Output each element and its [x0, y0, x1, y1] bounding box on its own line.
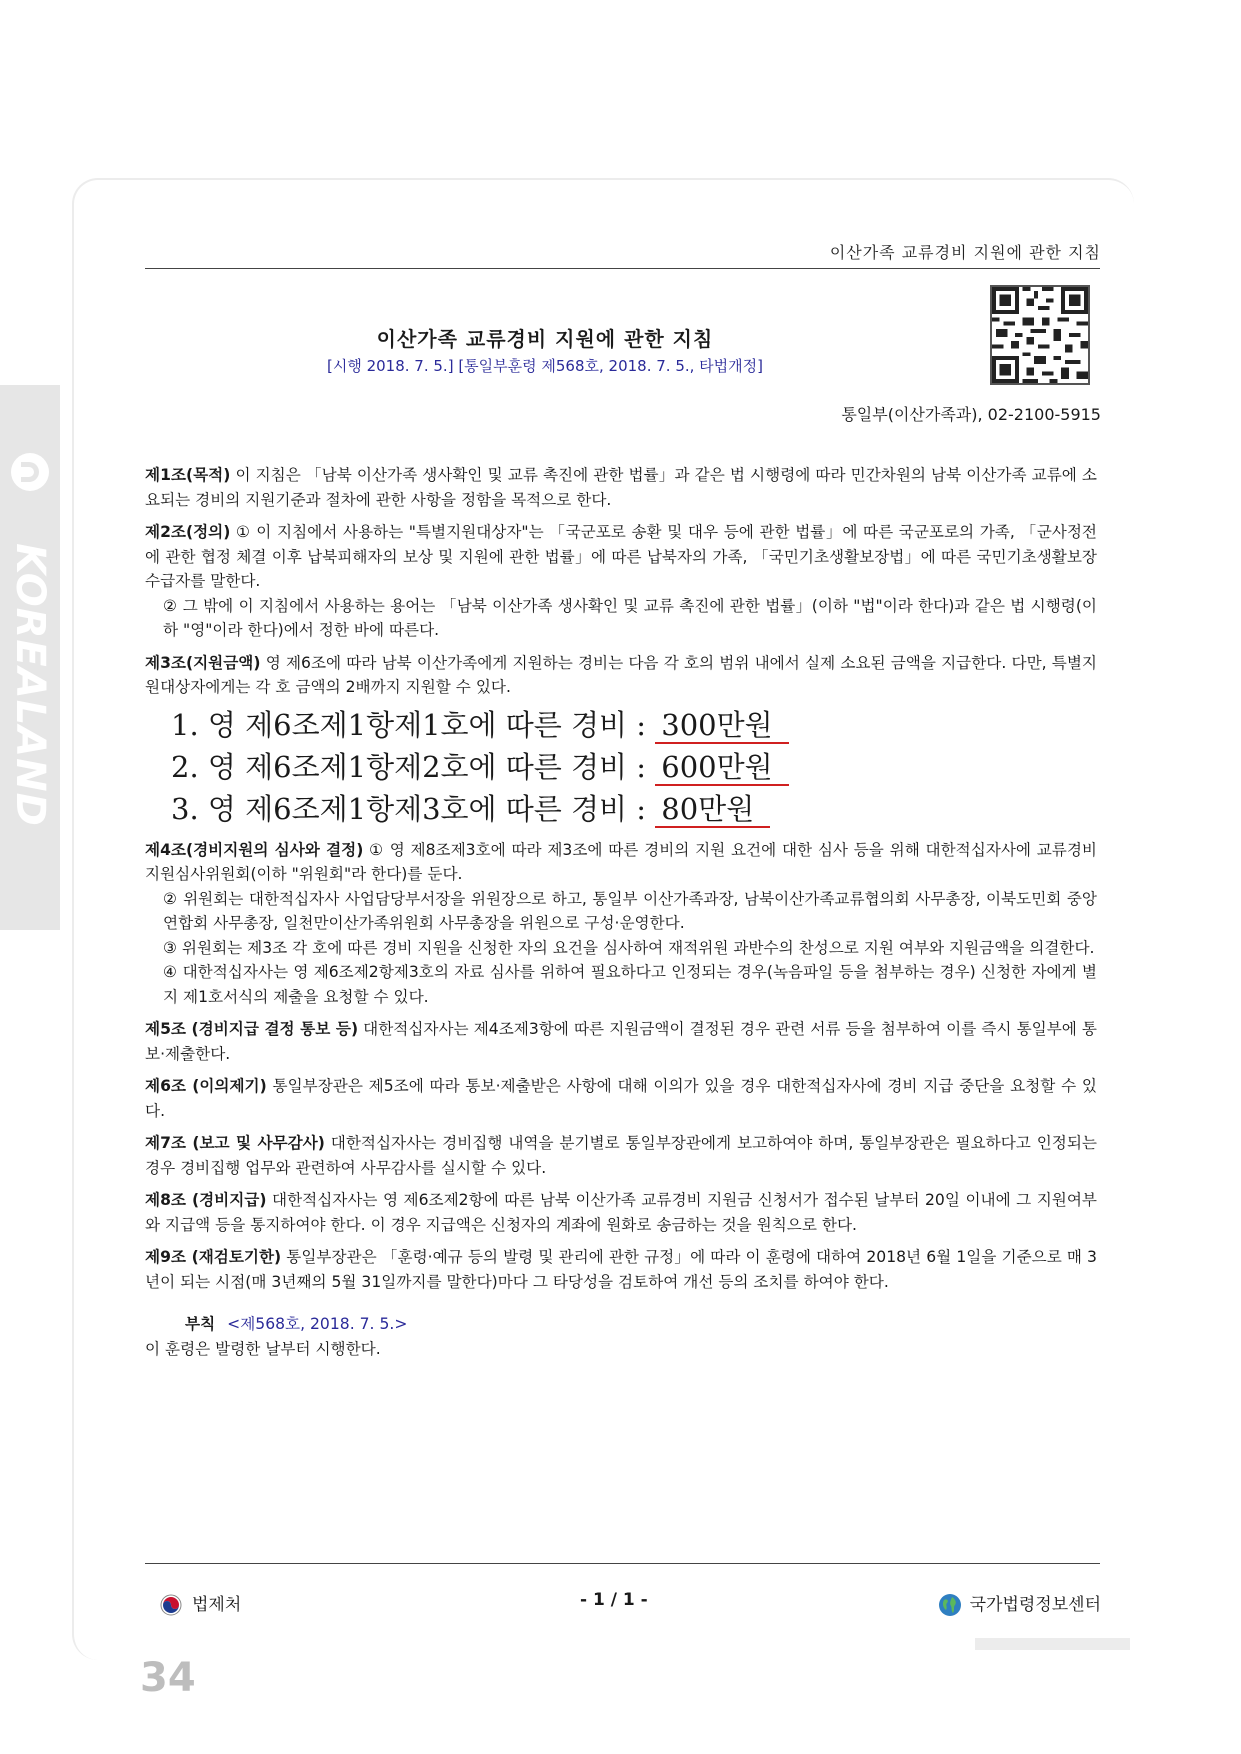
- article-heading: 제1조(목적): [145, 466, 231, 484]
- article-7: [145, 1131, 1097, 1180]
- article-text: 통일부장관은 「훈령·예규 등의 발령 및 관리에 관한 규정」에 따라 이 훈령에 대하여 2018년 6월 1일을 기준으로 매 3년이 되는 시점(매 3년째의 5월 31일까지를 말한다)마다 그 타당성을 검토하여 개선 등의 조치를 하여야 한다.: [145, 1248, 1097, 1291]
- side-logo: [0, 385, 60, 930]
- article-heading: 제6조 (이의제기): [145, 1077, 267, 1095]
- article-heading: 제3조(지원금액): [145, 653, 261, 672]
- page-number: 34: [140, 1655, 196, 1701]
- document-subtitle: [시행 2018. 7. 5.] [통일부훈령 제568호, 2018. 7. 5., 타법개정]: [327, 357, 763, 375]
- item-label: 2. 영 제6조제1항제2호에 따른 경비 :: [171, 749, 656, 784]
- side-tab: [0, 385, 60, 930]
- article-heading: 제9조 (재검토기한): [145, 1248, 282, 1266]
- article-9: [145, 1245, 1097, 1294]
- article-paragraph: ② 위원회는 대한적십자사 사업담당부서장을 위원장으로 하고, 통일부 이산가족과장, 남북이산가족교류협의회 사무총장, 이북도민회 중앙연합회 사무총장, 일천만이산가족위원회 사무총장을 위원으로 구성·운영한다.: [163, 889, 1097, 932]
- item-amount: 300만원: [655, 708, 788, 744]
- footer-right-text: 국가법령정보센터: [969, 1595, 1101, 1615]
- footer-left-text: 법제처: [192, 1595, 242, 1615]
- amount-list: [145, 704, 1097, 830]
- contact-info: 통일부(이산가족과), 02-2100-5915: [841, 405, 1101, 424]
- article-text: 대한적십자사는 경비집행 내역을 분기별로 통일부장관에게 보고하여야 하며, 통일부장관은 필요하다고 인정되는 경우 경비집행 업무와 관련하여 사무감사를 실시할 수 있다.: [145, 1134, 1097, 1177]
- item-label: 1. 영 제6조제1항제1호에 따른 경비 :: [171, 707, 656, 742]
- list-item: [171, 704, 1097, 746]
- article-text: ① 이 지침에서 사용하는 "특별지원대상자"는 「국군포로 송환 및 대우 등에 관한 법률」에 따른 국군포로의 가족, 「군사정전에 관한 협정 체결 이후 납북피해자의 보상 및 지원에 관한 법률」에 따른 납북자의 가족, 「국민기초생활보장법」에 따른 국민기초생활보장수급자를 말한다.: [145, 523, 1097, 590]
- document-body: [145, 463, 1097, 1361]
- article-heading: 제8조 (경비지급): [145, 1191, 267, 1209]
- running-header: 이산가족 교류경비 지원에 관한 지침: [829, 243, 1101, 262]
- article-text: 이 지침은 「남북 이산가족 생사확인 및 교류 촉진에 관한 법률」과 같은 법 시행령에 따라 민간차원의 남북 이산가족 교류에 소요되는 경비의 지원기준과 절차에 관한 사항을 정함을 목적으로 한다.: [145, 466, 1097, 509]
- article-heading: 제5조 (경비지급 결정 통보 등): [145, 1020, 359, 1038]
- item-label: 3. 영 제6조제1항제3호에 따른 경비 :: [171, 791, 656, 826]
- list-item: [171, 746, 1097, 788]
- article-paragraph: ③ 위원회는 제3조 각 호에 따른 경비 지원을 신청한 자의 요건을 심사하여 재적위원 과반수의 찬성으로 지원 여부와 지원금액을 의결한다.: [163, 938, 1095, 957]
- article-1: [145, 463, 1097, 512]
- header-rule: [145, 268, 1100, 269]
- article-text: 대한적십자사는 제4조제3항에 따른 지원금액이 결정된 경우 관련 서류 등을 첨부하여 이를 즉시 통일부에 통보·제출한다.: [145, 1020, 1097, 1063]
- footer-rule: [145, 1563, 1100, 1564]
- article-heading: 제4조(경비지원의 심사와 결정): [145, 840, 364, 859]
- article-heading: 제7조 (보고 및 사무감사): [145, 1134, 325, 1152]
- addendum-label: 부칙: [185, 1315, 216, 1333]
- addendum-heading: [145, 1312, 1097, 1337]
- article-paragraph: ② 그 밖에 이 지침에서 사용하는 용어는 「남북 이산가족 생사확인 및 교류 촉진에 관한 법률」(이하 "법"이라 한다)과 같은 법 시행령(이하 "영"이라 한다)에서 정한 바에 따른다.: [163, 596, 1097, 639]
- addendum: [145, 1312, 1097, 1361]
- article-text: 통일부장관은 제5조에 따라 통보·제출받은 사항에 대해 이의가 있을 경우 대한적십자사에 경비 지급 중단을 요청할 수 있다.: [145, 1077, 1097, 1120]
- side-brand-text: KOREALAND: [7, 543, 53, 827]
- article-3: [145, 651, 1097, 830]
- addendum-reference: <제568호, 2018. 7. 5.>: [227, 1315, 408, 1333]
- article-text: 영 제6조에 따라 남북 이산가족에게 지원하는 경비는 다음 각 호의 범위 내에서 실제 소요된 금액을 지급한다. 다만, 특별지원대상자에게는 각 호 금액의 2배까지 지원할 수 있다.: [145, 653, 1097, 696]
- document-title: 이산가족 교류경비 지원에 관한 지침: [376, 327, 714, 351]
- qr-code-icon: [990, 285, 1090, 385]
- article-8: [145, 1188, 1097, 1237]
- footer-left: [160, 1590, 241, 1616]
- government-emblem-icon: [160, 1594, 182, 1616]
- article-5: [145, 1017, 1097, 1066]
- page-indicator: - 1 / 1 -: [580, 1590, 648, 1610]
- bottom-bar: [975, 1638, 1130, 1650]
- article-heading: 제2조(정의): [145, 523, 231, 541]
- article-4: [145, 838, 1097, 1010]
- article-text: ① 영 제8조제3호에 따라 제3조에 따른 경비의 지원 요건에 대한 심사 등을 위해 대한적십자사에 교류경비지원심사위원회(이하 "위원회"라 한다)를 둔다.: [145, 840, 1097, 883]
- list-item: [171, 788, 1097, 830]
- addendum-text: 이 훈령은 발령한 날부터 시행한다.: [145, 1339, 381, 1358]
- globe-icon: [938, 1593, 962, 1617]
- article-6: [145, 1074, 1097, 1123]
- item-amount: 600만원: [655, 750, 788, 786]
- article-2: [145, 520, 1097, 643]
- frame-line: [500, 178, 708, 180]
- footer-right: [938, 1590, 1101, 1617]
- item-amount: 80만원: [655, 792, 770, 828]
- article-paragraph: ④ 대한적십자사는 영 제6조제2항제3호의 자료 심사를 위하여 필요하다고 인정되는 경우(녹음파일 등을 첨부하는 경우) 신청한 자에게 별지 제1호서식의 제출을 요청할 수 있다.: [163, 963, 1097, 1006]
- korealand-logo-icon: [11, 453, 49, 491]
- article-text: 대한적십자사는 영 제6조제2항에 따른 남북 이산가족 교류경비 지원금 신청서가 접수된 날부터 20일 이내에 그 지원여부와 지급액 등을 통지하여야 한다. 이 경우 지급액은 신청자의 계좌에 원화로 송금하는 것을 원칙으로 한다.: [145, 1191, 1097, 1234]
